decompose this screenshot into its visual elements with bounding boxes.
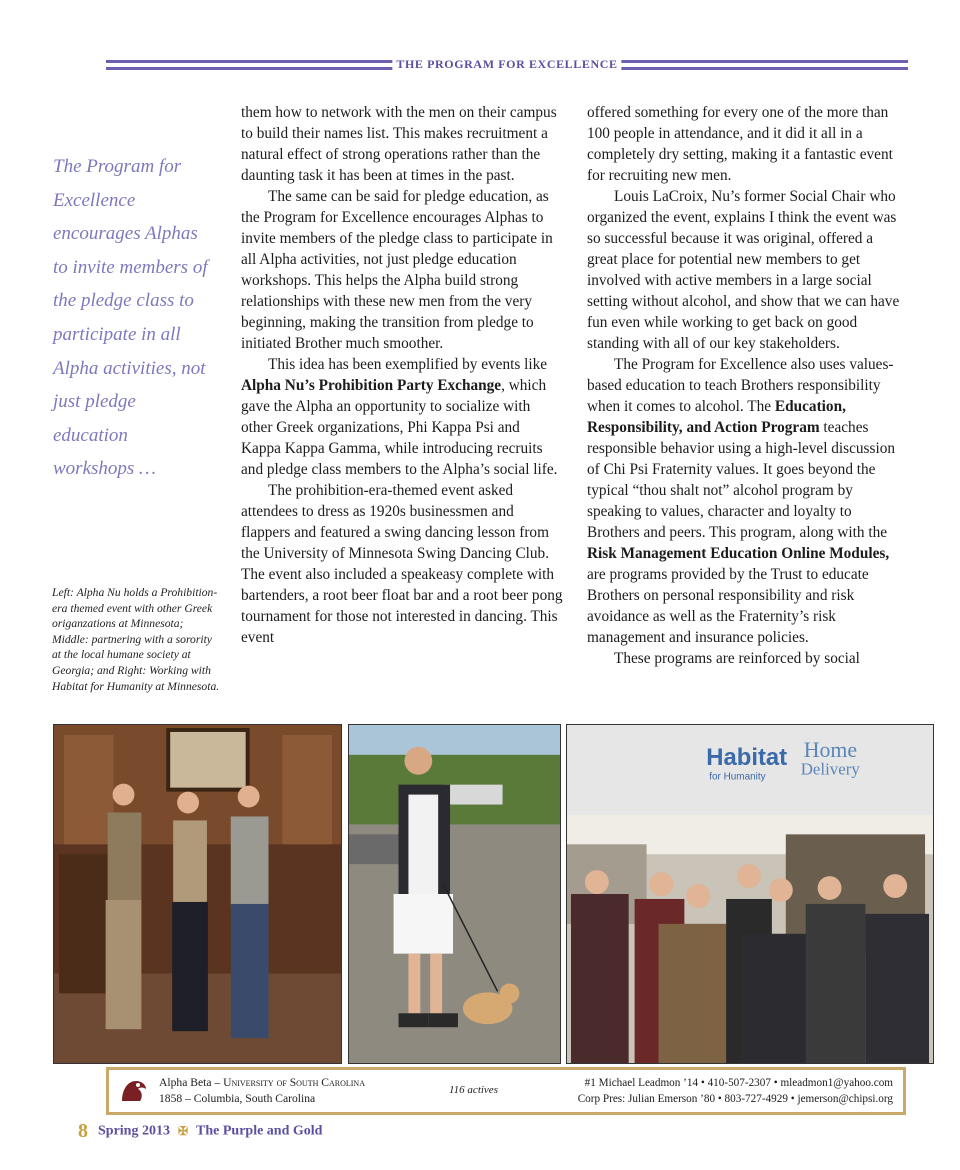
text-run: , which gave the Alpha an opportunity to socialize with other Greek organizations, Phi Kappa Psi and Kappa Kappa Gamma, while introducing recruits and pledge class members to the Alpha’s social life. — [241, 377, 558, 478]
photo-prohibition-party — [53, 724, 342, 1064]
home-delivery-sign-subtext: Delivery — [800, 759, 860, 779]
chapter-details — [159, 1075, 449, 1107]
photo-humane-society — [348, 724, 561, 1064]
chapter-info-box — [106, 1067, 906, 1115]
chapter-founded: 1858 – Columbia, South Carolina — [159, 1092, 316, 1105]
text-run: are programs provided by the Trust to educate Brothers on personal responsibility and risk avoidance as well as the Fraternity’s risk management and insurance policies. — [587, 566, 869, 646]
paragraph: offered something for every one of the more than 100 people in attendance, and it did it all in a completely dry setting, making it a fantastic event for recruiting new men. — [587, 104, 893, 184]
contact-line: Corp Pres: Julian Emerson ’80 • 803-727-4929 • jemerson@chipsi.org — [577, 1093, 893, 1105]
photo-caption: Left: Alpha Nu holds a Prohibition-era themed event with other Greek origanzations at Minnesota; Middle: partnering with a sorority at the local humane society at Georgia; and Right: Working with Habitat for Humanity at Minnesota. — [52, 586, 220, 693]
article-column-1 — [241, 102, 563, 648]
bold-program-name: Education, Responsibility, and Action Program — [587, 398, 846, 436]
chapter-contacts — [578, 1075, 893, 1107]
publication-name: The Purple and Gold — [196, 1123, 323, 1139]
article-column-2 — [587, 102, 905, 669]
paragraph — [587, 354, 905, 648]
paragraph: Louis LaCroix, Nu’s former Social Chair who organized the event, explains I think the event was so successful because it was original, offered a great place for potential new members to get involved with active members in a large social setting without alcohol, and show that we can have fun even while working to get back on good standing with all of our key stakeholders. — [587, 188, 900, 352]
cross-icon: ✠ — [177, 1124, 189, 1138]
habitat-sign-subtext: for Humanity — [709, 771, 766, 783]
paragraph: The prohibition-era-themed event asked attendees to dress as 1920s businessmen and flappers and featured a swing dancing lesson from the University of Minnesota Swing Dancing Club. The event also included a speakeasy complete with bartenders, a root beer float bar and a root beer pong tournament for those not interested in dancing. This event — [241, 482, 563, 646]
paragraph — [241, 354, 563, 480]
chapter-dash: – — [211, 1076, 224, 1089]
page-footer — [78, 1120, 322, 1144]
chapter-name-line — [159, 1075, 449, 1091]
text-run: This idea has been exemplified by events like — [268, 356, 548, 373]
photo-habitat-image — [567, 725, 933, 1063]
issue-date: Spring 2013 — [98, 1123, 170, 1139]
paragraph: These programs are reinforced by social — [614, 650, 860, 667]
actives-count: 116 actives — [449, 1084, 498, 1096]
photo-dog-walk-image — [349, 725, 560, 1063]
pull-quote: The Program for Excellence encourages Alphas to invite members of the pledge class to participate in all Alpha activities, not just pledge education workshops … — [53, 156, 208, 480]
contact-line: #1 Michael Leadmon ’14 • 410-507-2307 • mleadmon1@yahoo.com — [584, 1077, 893, 1089]
habitat-sign-text: Habitat — [706, 743, 788, 771]
paragraph: The same can be said for pledge education, as the Program for Excellence encourages Alphas to invite members of the pledge class to participate in all Alpha activities, not just pledge education workshops. This helps the Alpha build strong relationships with these new men from the very beginning, making the transition from pledge to initiated Brother much smoother. — [241, 188, 553, 352]
bold-event-name: Alpha Nu’s Prohibition Party Exchange — [241, 377, 502, 394]
section-title: THE PROGRAM FOR EXCELLENCE — [392, 57, 621, 72]
bold-module-name: Risk Management Education Online Modules, — [587, 545, 890, 562]
gamecock-logo-icon — [116, 1075, 150, 1108]
photo-habitat-for-humanity — [566, 724, 934, 1064]
chapter-name: Alpha Beta — [159, 1076, 212, 1089]
text-run: The Program for Excellence also uses values-based education to teach Brothers responsibility when it comes to alcohol. The — [587, 356, 894, 415]
text-run: teaches responsible behavior using a high-level discussion of Chi Psi Fraternity values. It goes beyond the typical “thou shalt not” alcohol program by speaking to values, character and loyalty to Brothers and peers. This program, along with the — [587, 419, 896, 541]
paragraph: them how to network with the men on their campus to build their names list. This makes recruitment a natural effect of strong operations rather than the daunting task it has been at times in the past. — [241, 104, 557, 184]
home-delivery-sign-text: Home — [803, 737, 858, 762]
section-header — [106, 58, 908, 72]
chapter-university: University of South Carolina — [223, 1076, 365, 1089]
page-number: 8 — [78, 1120, 88, 1142]
photo-prohibition-image — [54, 725, 341, 1063]
